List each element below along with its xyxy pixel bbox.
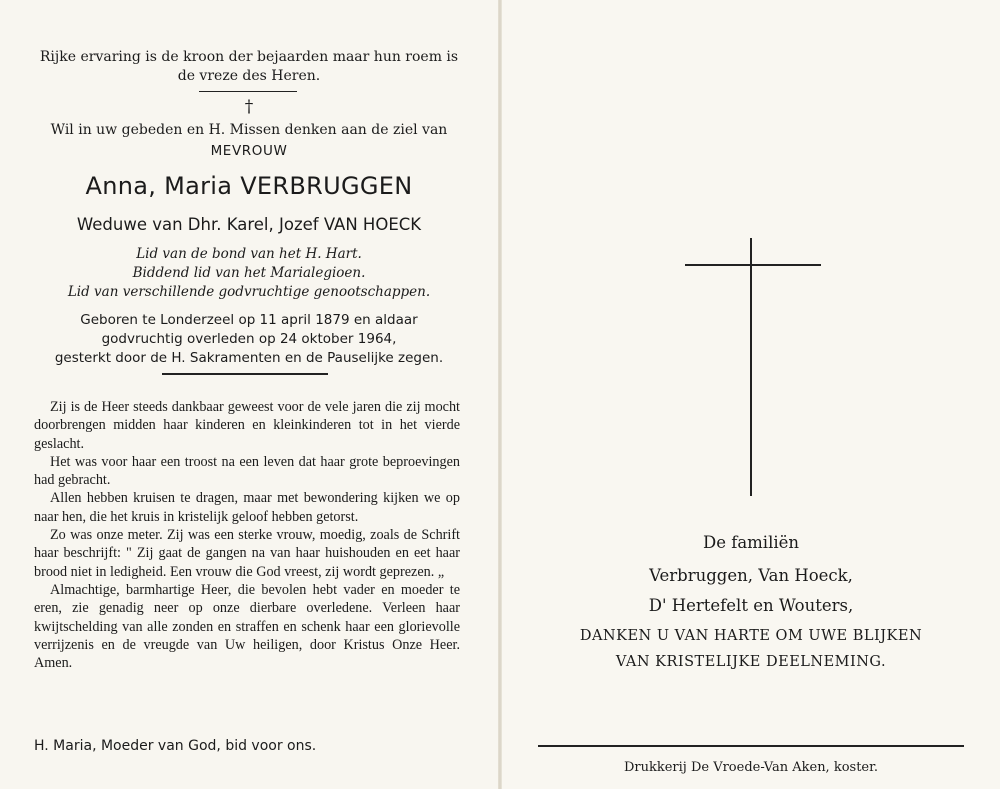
thanks-line-2: VAN KRISTELIJKE DEELNEMING. (615, 654, 887, 670)
families-line-1: Verbruggen, Van Hoeck, (649, 566, 853, 585)
birth-line: Geboren te Londerzeel op 11 april 1879 en aldaar (80, 312, 418, 328)
cross-icon: † (244, 97, 254, 117)
tribute-text (34, 398, 460, 672)
epigraph-line-2: de vreze des Heren. (177, 68, 321, 84)
membership-3: Lid van verschillende godvruchtige genootschappen. (67, 284, 431, 300)
intro-line: Wil in uw gebeden en H. Missen denken aan de ziel van (50, 122, 448, 138)
sacraments-line: gesterkt door de H. Sakramenten en de Pauselijke zegen. (54, 350, 444, 366)
paragraph-2: Het was voor haar een troost na een leven dat haar grote beproevingen had gebracht. (34, 453, 460, 489)
paragraph-3: Allen hebben kruisen te dragen, maar met bewondering kijken we op naar hen, die het kruis in kristelijk geloof hebben getorst. (34, 490, 460, 525)
printer-credit: Drukkerij De Vroede-Van Aken, koster. (623, 760, 879, 775)
families-line-2: D' Hertefelt en Wouters, (648, 596, 854, 615)
printer-divider (538, 745, 964, 747)
membership-1: Lid van de bond van het H. Hart. (136, 246, 362, 262)
cross-icon-stem (750, 238, 752, 496)
membership-2: Biddend lid van het Marialegioen. (132, 265, 366, 281)
cross-icon-bar (685, 264, 821, 266)
paragraph-5: Almachtige, barmhartige Heer, die bevolen hebt vader en moeder te eren, zie genadig neer op onze dierbare overledene. Verleen haar kwijtschelding van alle zonden en straffen en schenk haar een glorievolle verrijzenis en de vreugde van Uw heiligen, door Kristus Onze Heer. Amen. (34, 581, 460, 672)
right-panel (502, 0, 1000, 789)
closing-prayer: H. Maria, Moeder van God, bid voor ons. (34, 738, 317, 754)
life-divider (162, 373, 328, 375)
honorific: MEVROUW (210, 143, 288, 159)
paragraph-1: Zij is de Heer steeds dankbaar geweest voor de vele jaren die zij mocht doorbrengen midden haar kinderen en kleinkinderen tot in het vierde geslacht. (34, 399, 460, 452)
epigraph-divider (199, 91, 297, 92)
epigraph-line-1: Rijke ervaring is de kroon der bejaarden maar hun roem is (39, 49, 459, 65)
death-line: godvruchtig overleden op 24 oktober 1964, (101, 331, 397, 347)
paragraph-4: Zo was onze meter. Zij was een sterke vrouw, moedig, zoals de Schrift haar beschrijft: " Zij gaat de gangen na van haar huishouden en eet haar brood niet in ledigheid. Een vrouw die God vreest, zij wordt geprezen. „ (34, 527, 460, 580)
families-title: De familiën (702, 533, 800, 552)
thanks-line-1: DANKEN U VAN HARTE OM UWE BLIJKEN (579, 628, 923, 644)
widow-line: Weduwe van Dhr. Karel, Jozef VAN HOECK (76, 215, 422, 234)
left-panel (0, 0, 498, 789)
deceased-name: Anna, Maria VERBRUGGEN (85, 172, 413, 200)
